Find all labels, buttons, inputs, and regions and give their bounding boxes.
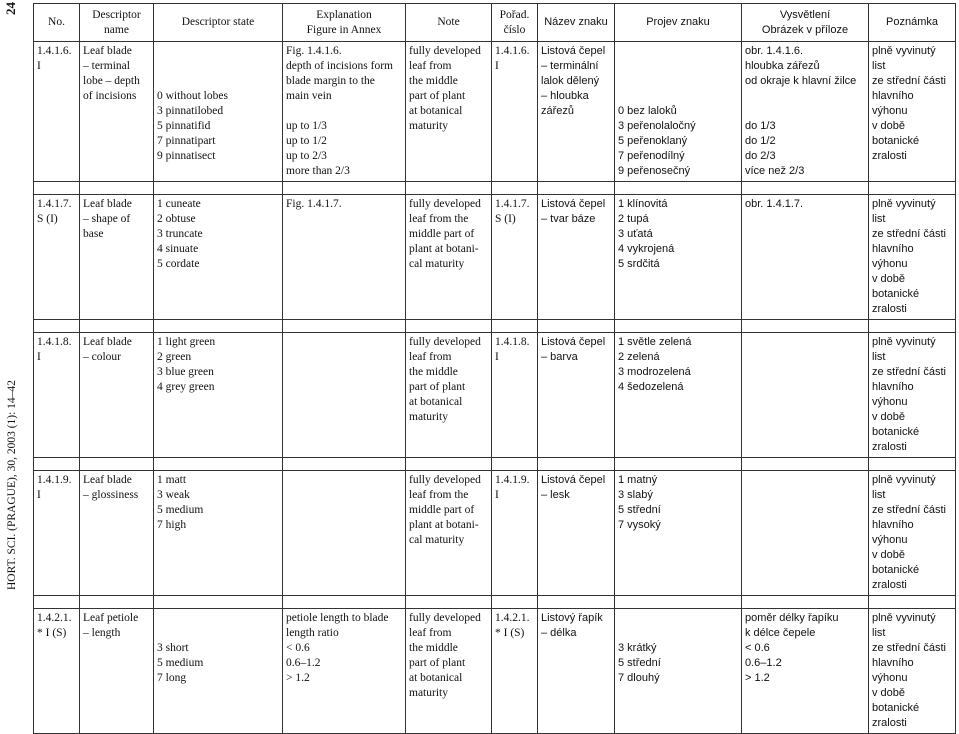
cell-vysvetleni: obr. 1.4.1.7. xyxy=(742,195,869,320)
cell-no: 1.4.1.6. I xyxy=(34,42,80,182)
spacer-cell xyxy=(34,320,80,333)
spacer-cell xyxy=(869,182,956,195)
cell-porad-cislo: 1.4.1.9. I xyxy=(492,471,538,596)
cell-nazev-znaku: Listová čepel – tvar báze xyxy=(538,195,615,320)
cell-no: 1.4.2.1. * I (S) xyxy=(34,609,80,734)
spacer-cell xyxy=(742,320,869,333)
table-row xyxy=(34,195,956,320)
spacer-cell xyxy=(154,182,283,195)
cell-poznamka: plně vyvinutý list ze střední části hlavního výhonu v době botanické zralosti xyxy=(869,333,956,458)
header-nazev-znaku: Název znaku xyxy=(538,4,615,42)
header-descriptor-name: Descriptor name xyxy=(80,4,154,42)
cell-note: fully developed leaf from the middle part of plant at botanical maturity xyxy=(406,333,492,458)
spacer-cell xyxy=(492,320,538,333)
cell-projev-znaku: 1 matný 3 slabý 5 střední 7 vysoký xyxy=(615,471,742,596)
cell-porad-cislo: 1.4.1.7. S (I) xyxy=(492,195,538,320)
table-row xyxy=(34,609,956,734)
header-note: Note xyxy=(406,4,492,42)
spacer-cell xyxy=(615,320,742,333)
spacer-cell xyxy=(742,182,869,195)
spacer-cell xyxy=(615,182,742,195)
cell-nazev-znaku: Listová čepel – terminální lalok dělený – hloubka zářezů xyxy=(538,42,615,182)
cell-vysvetleni xyxy=(742,471,869,596)
cell-projev-znaku: 1 klínovitá 2 tupá 3 uťatá 4 vykrojená 5 srdčitá xyxy=(615,195,742,320)
spacer-cell xyxy=(80,458,154,471)
cell-descriptor-name: Leaf blade – glossiness xyxy=(80,471,154,596)
cell-descriptor-name: Leaf blade – terminal lobe – depth of incisions xyxy=(80,42,154,182)
cell-poznamka: plně vyvinutý list ze střední části hlavního výhonu v době botanické zralosti xyxy=(869,609,956,734)
spacer-cell xyxy=(538,182,615,195)
cell-descriptor-state: 1 matt 3 weak 5 medium 7 high xyxy=(154,471,283,596)
cell-note: fully developed leaf from the middle part of plant at botanical maturity xyxy=(406,42,492,182)
cell-descriptor-state: 0 without lobes 3 pinnatilobed 5 pinnatifid 7 pinnatipart 9 pinnatisect xyxy=(154,42,283,182)
cell-nazev-znaku: Listová čepel – lesk xyxy=(538,471,615,596)
spacer-cell xyxy=(154,320,283,333)
cell-explanation: Fig. 1.4.1.6. depth of incisions form blade margin to the main vein up to 1/3 up to 1/2 up to 2/3 more than 2/3 xyxy=(283,42,406,182)
header-projev-znaku: Projev znaku xyxy=(615,4,742,42)
spacer-cell xyxy=(406,320,492,333)
cell-note: fully developed leaf from the middle part of plant at botanical maturity xyxy=(406,609,492,734)
spacer-cell xyxy=(538,320,615,333)
cell-descriptor-state: 1 cuneate 2 obtuse 3 truncate 4 sinuate 5 cordate xyxy=(154,195,283,320)
cell-porad-cislo: 1.4.2.1. * I (S) xyxy=(492,609,538,734)
cell-nazev-znaku: Listový řapík – délka xyxy=(538,609,615,734)
cell-descriptor-state: 1 light green 2 green 3 blue green 4 grey green xyxy=(154,333,283,458)
header-poznamka: Poznámka xyxy=(869,4,956,42)
cell-poznamka: plně vyvinutý list ze střední části hlavního výhonu v době botanické zralosti xyxy=(869,42,956,182)
cell-explanation xyxy=(283,333,406,458)
page-number: 24 xyxy=(3,2,18,15)
table-row xyxy=(34,42,956,182)
row-spacer xyxy=(34,320,956,333)
cell-descriptor-state: 3 short 5 medium 7 long xyxy=(154,609,283,734)
header-row xyxy=(34,4,956,42)
table-row xyxy=(34,333,956,458)
cell-vysvetleni: poměr délky řapíku k délce čepele < 0.6 0.6–1.2 > 1.2 xyxy=(742,609,869,734)
spacer-cell xyxy=(406,182,492,195)
header-descriptor-state: Descriptor state xyxy=(154,4,283,42)
spacer-cell xyxy=(492,458,538,471)
spacer-cell xyxy=(80,320,154,333)
table-row xyxy=(34,471,956,596)
spacer-cell xyxy=(869,320,956,333)
cell-poznamka: plně vyvinutý list ze střední části hlavního výhonu v době botanické zralosti xyxy=(869,195,956,320)
cell-explanation: petiole length to blade length ratio < 0.6 0.6–1.2 > 1.2 xyxy=(283,609,406,734)
spacer-cell xyxy=(615,458,742,471)
cell-vysvetleni: obr. 1.4.1.6. hloubka zářezů od okraje k hlavní žilce do 1/3 do 1/2 do 2/3 více než 2/3 xyxy=(742,42,869,182)
cell-no: 1.4.1.9. I xyxy=(34,471,80,596)
cell-descriptor-name: Leaf petiole – length xyxy=(80,609,154,734)
header-no: No. xyxy=(34,4,80,42)
cell-descriptor-name: Leaf blade – shape of base xyxy=(80,195,154,320)
spacer-cell xyxy=(154,458,283,471)
cell-nazev-znaku: Listová čepel – barva xyxy=(538,333,615,458)
cell-vysvetleni xyxy=(742,333,869,458)
cell-no: 1.4.1.8. I xyxy=(34,333,80,458)
cell-projev-znaku: 0 bez laloků 3 peřenolaločný 5 peřenoklaný 7 peřenodílný 9 peřenosečný xyxy=(615,42,742,182)
spacer-cell xyxy=(283,182,406,195)
spacer-cell xyxy=(34,182,80,195)
spacer-cell xyxy=(80,182,154,195)
spacer-cell xyxy=(869,458,956,471)
spacer-cell xyxy=(283,458,406,471)
header-vysvetleni: Vysvětlení Obrázek v příloze xyxy=(742,4,869,42)
row-spacer xyxy=(34,458,956,471)
journal-citation: HORT. SCI. (PRAGUE), 30, 2003 (1): 14–42 xyxy=(6,380,18,590)
cell-explanation xyxy=(283,471,406,596)
spacer-cell xyxy=(406,458,492,471)
cell-projev-znaku: 3 krátký 5 střední 7 dlouhý xyxy=(615,609,742,734)
spacer-cell xyxy=(538,458,615,471)
spacer-cell xyxy=(34,458,80,471)
cell-poznamka: plně vyvinutý list ze střední části hlavního výhonu v době botanické zralosti xyxy=(869,471,956,596)
spacer-cell xyxy=(742,458,869,471)
cell-projev-znaku: 1 světle zelená 2 zelená 3 modrozelená 4 šedozelená xyxy=(615,333,742,458)
cell-note: fully developed leaf from the middle part of plant at botani- cal maturity xyxy=(406,195,492,320)
header-explanation: Explanation Figure in Annex xyxy=(283,4,406,42)
header-porad-cislo: Pořad. číslo xyxy=(492,4,538,42)
cell-porad-cislo: 1.4.1.6. I xyxy=(492,42,538,182)
cell-descriptor-name: Leaf blade – colour xyxy=(80,333,154,458)
spacer-cell xyxy=(492,182,538,195)
cell-explanation: Fig. 1.4.1.7. xyxy=(283,195,406,320)
descriptor-table xyxy=(33,3,956,734)
cell-note: fully developed leaf from the middle part of plant at botani- cal maturity xyxy=(406,471,492,596)
row-spacer xyxy=(34,182,956,195)
spacer-cell xyxy=(283,320,406,333)
cell-porad-cislo: 1.4.1.8. I xyxy=(492,333,538,458)
cell-no: 1.4.1.7. S (I) xyxy=(34,195,80,320)
